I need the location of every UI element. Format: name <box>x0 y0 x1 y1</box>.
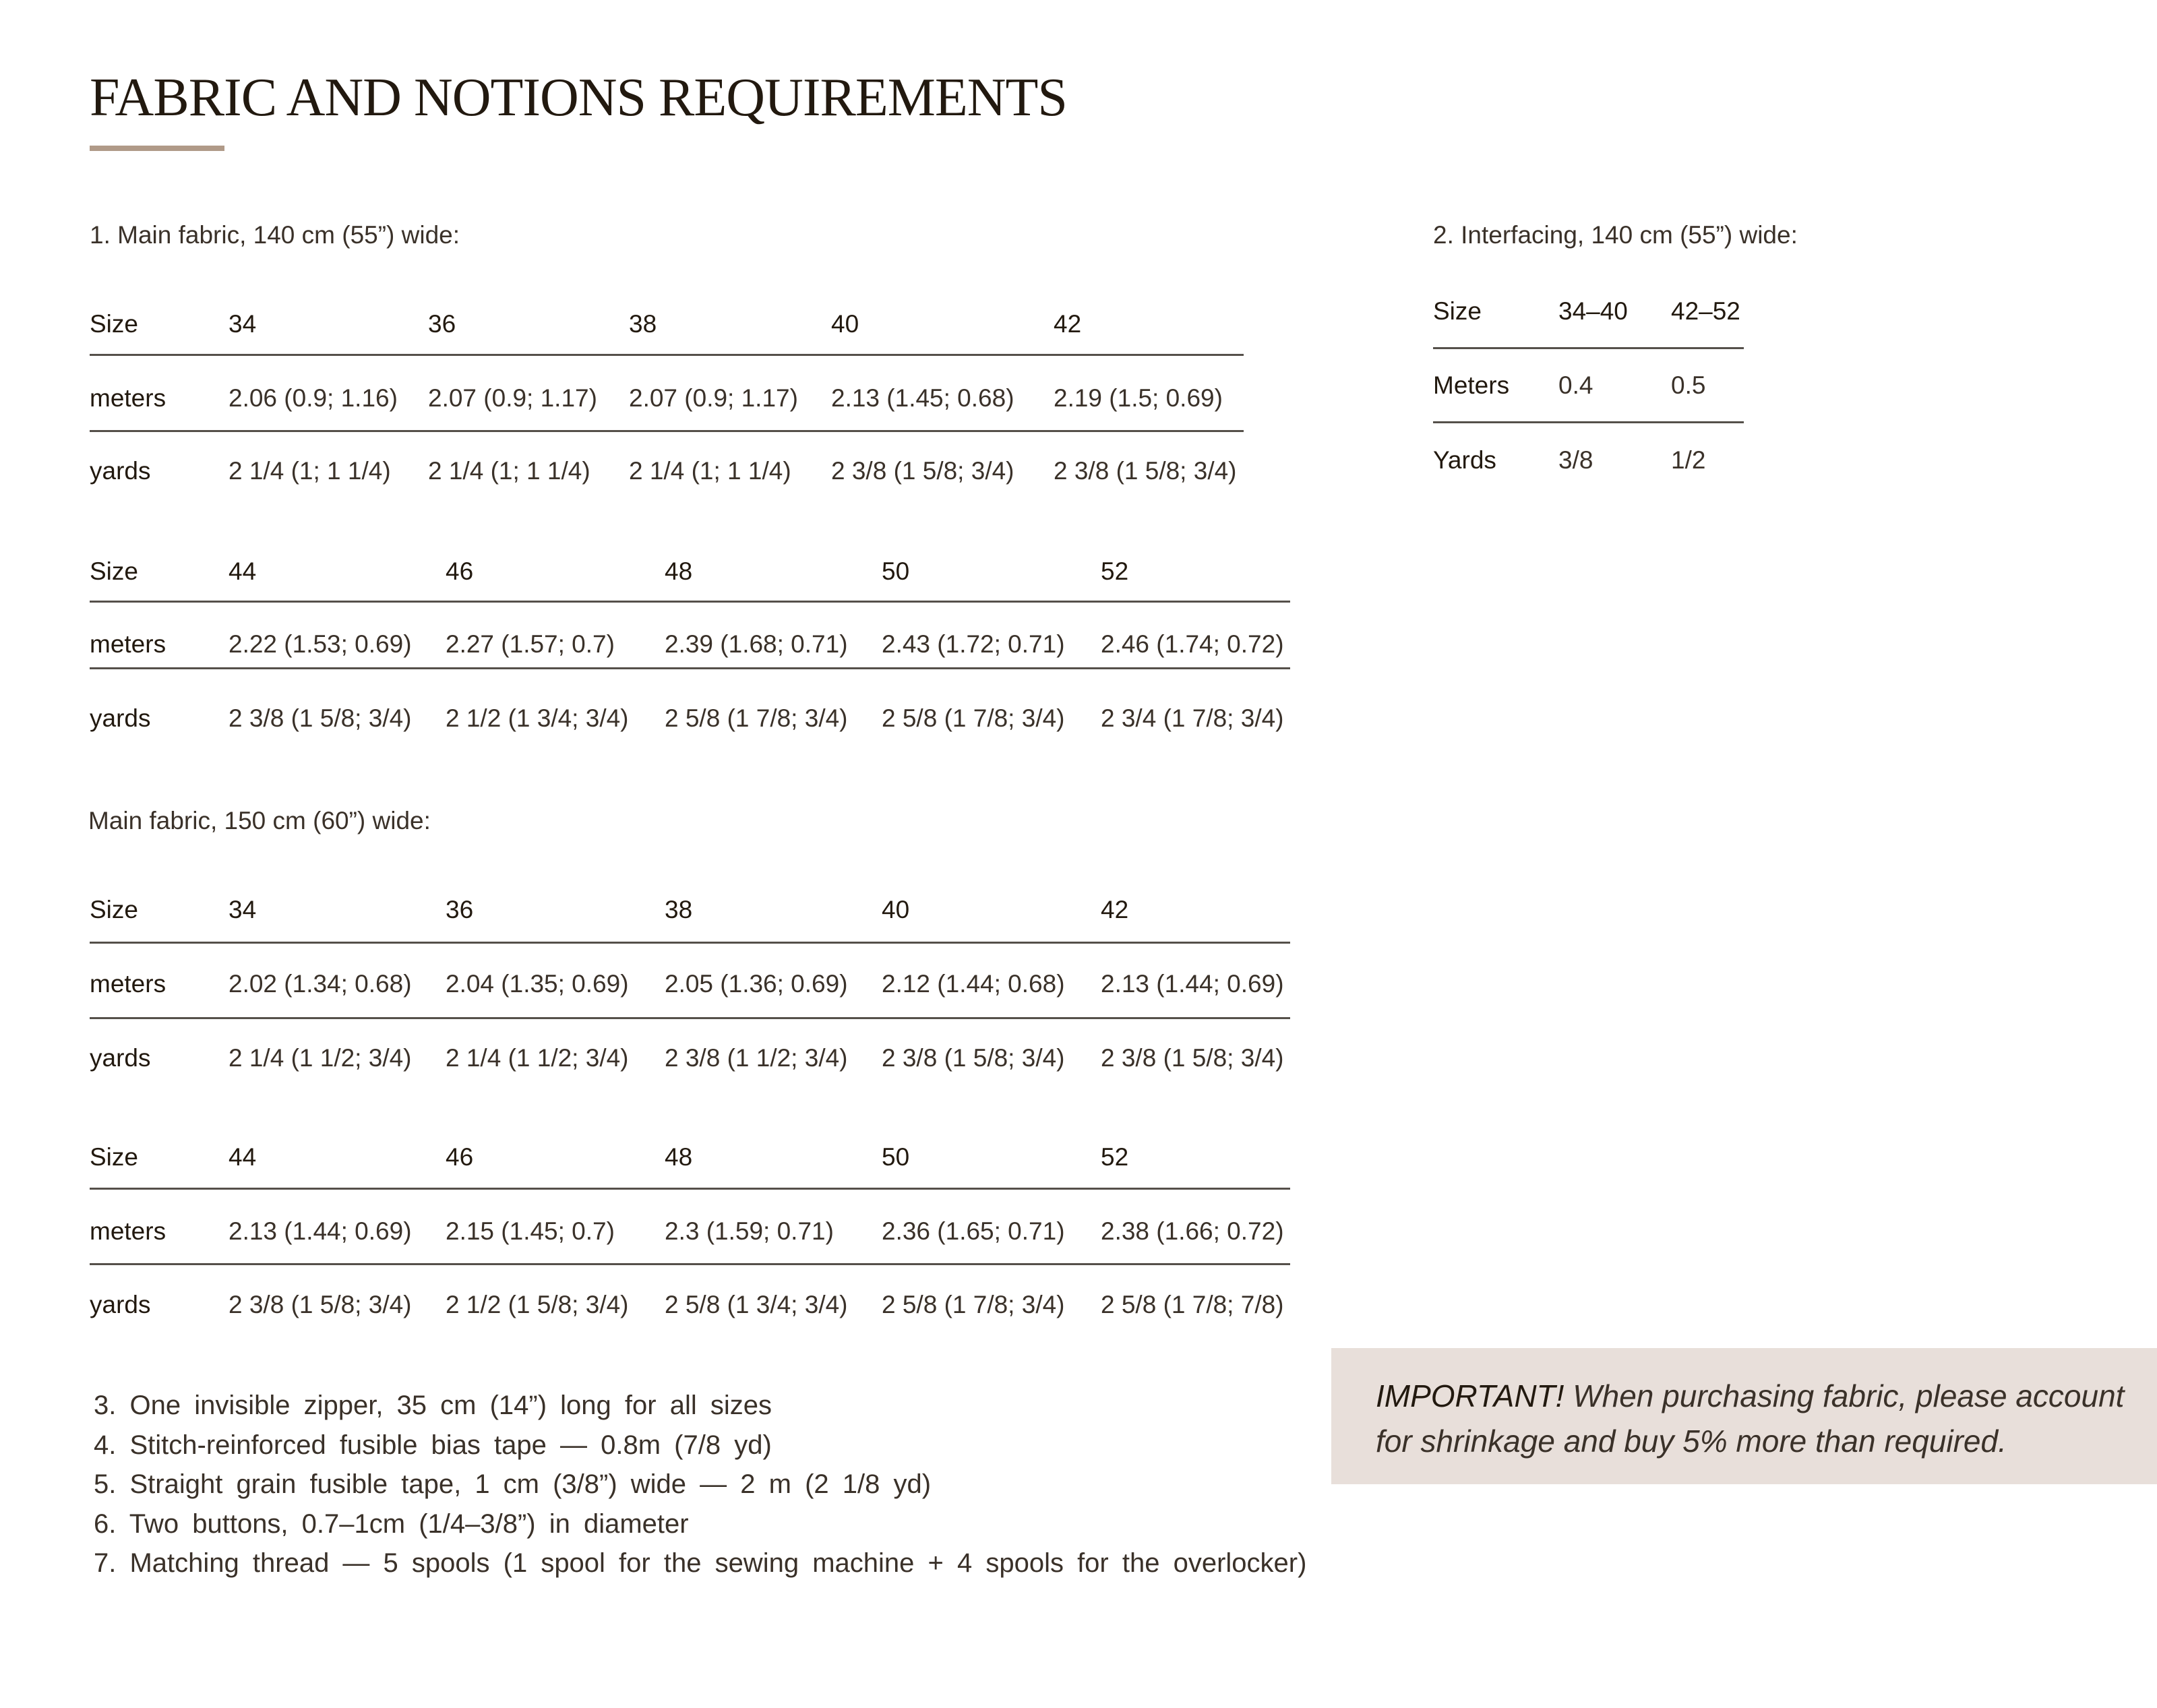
size-header: 46 <box>446 1143 474 1171</box>
row-header: yards <box>90 457 151 485</box>
table-cell: 2.13 (1.44; 0.69) <box>1101 970 1284 998</box>
size-header: 36 <box>428 310 456 338</box>
yards-row <box>90 704 1290 745</box>
table-cell: 2.39 (1.68; 0.71) <box>665 630 848 658</box>
table-cell: 2.43 (1.72; 0.71) <box>882 630 1065 658</box>
notion-item: 5. Straight grain fusible tape, 1 cm (3/8”) wide — 2 m (2 1/8 yd) <box>94 1469 932 1499</box>
table-cell: 0.5 <box>1671 371 1706 399</box>
size-header: 34 <box>229 896 257 923</box>
table-cell: 2.07 (0.9; 1.17) <box>629 384 798 412</box>
table-cell: 2 5/8 (1 3/4; 3/4) <box>665 1291 848 1318</box>
row-divider <box>90 1188 1290 1190</box>
size-header: 50 <box>882 1143 910 1171</box>
size-header: 42–52 <box>1671 297 1740 325</box>
table-cell: 0.4 <box>1558 371 1593 399</box>
table-cell: 2.38 (1.66; 0.72) <box>1101 1217 1284 1245</box>
table-cell: 2 3/4 (1 7/8; 3/4) <box>1101 704 1284 732</box>
table-cell: 2 1/4 (1 1/2; 3/4) <box>446 1044 629 1072</box>
row-header: meters <box>90 630 166 658</box>
table-cell: 2.19 (1.5; 0.69) <box>1054 384 1223 412</box>
row-header: Meters <box>1433 371 1510 399</box>
page-title: FABRIC AND NOTIONS REQUIREMENTS <box>90 68 1067 127</box>
row-header: Size <box>1433 297 1482 325</box>
row-header: yards <box>90 1044 151 1072</box>
size-header: 34–40 <box>1558 297 1628 325</box>
table-cell: 2 3/8 (1 5/8; 3/4) <box>1101 1044 1284 1072</box>
main-fabric-140-label: 1. Main fabric, 140 cm (55”) wide: <box>90 221 460 249</box>
table-cell: 2.12 (1.44; 0.68) <box>882 970 1065 998</box>
table-cell: 2.02 (1.34; 0.68) <box>229 970 412 998</box>
size-header: 48 <box>665 557 693 585</box>
table-cell: 2 1/4 (1; 1 1/4) <box>629 457 791 485</box>
size-header: 52 <box>1101 1143 1129 1171</box>
row-header: meters <box>90 1217 166 1245</box>
size-header: 40 <box>831 310 859 338</box>
size-row <box>90 557 1290 598</box>
table-cell: 2.3 (1.59; 0.71) <box>665 1217 834 1245</box>
table-cell: 2 3/8 (1 5/8; 3/4) <box>882 1044 1065 1072</box>
table-cell: 1/2 <box>1671 446 1706 474</box>
table-cell: 2 3/8 (1 1/2; 3/4) <box>665 1044 848 1072</box>
table-cell: 2 1/2 (1 5/8; 3/4) <box>446 1291 629 1318</box>
notion-item: 6. Two buttons, 0.7–1cm (1/4–3/8”) in diameter <box>94 1508 689 1539</box>
table-cell: 2 1/2 (1 3/4; 3/4) <box>446 704 629 732</box>
size-header: 46 <box>446 557 474 585</box>
table-cell: 2.27 (1.57; 0.7) <box>446 630 615 658</box>
table-cell: 2.46 (1.74; 0.72) <box>1101 630 1284 658</box>
table-cell: 2 3/8 (1 5/8; 3/4) <box>1054 457 1237 485</box>
important-body: When purchasing fabric, please account for shrinkage and buy 5% more than required. <box>1376 1378 2125 1459</box>
row-header: yards <box>90 704 151 732</box>
table-cell: 2 1/4 (1; 1 1/4) <box>229 457 391 485</box>
table-cell: 2.15 (1.45; 0.7) <box>446 1217 615 1245</box>
yards-row <box>1433 446 1744 487</box>
title-underline-accent <box>90 146 224 151</box>
important-text <box>1376 1374 2144 1464</box>
row-divider <box>90 1263 1290 1265</box>
size-header: 42 <box>1101 896 1129 923</box>
interfacing-label: 2. Interfacing, 140 cm (55”) wide: <box>1433 221 1798 249</box>
table-cell: 2 5/8 (1 7/8; 7/8) <box>1101 1291 1284 1318</box>
row-divider <box>90 354 1244 356</box>
important-callout <box>1331 1348 2157 1484</box>
notion-item: 4. Stitch-reinforced fusible bias tape — 0.8m (7/8 yd) <box>94 1430 772 1460</box>
row-header: Size <box>90 896 138 923</box>
row-divider <box>90 1017 1290 1019</box>
size-row <box>1433 297 1744 338</box>
yards-row <box>90 1044 1290 1085</box>
table-cell: 2 1/4 (1; 1 1/4) <box>428 457 590 485</box>
row-header: meters <box>90 970 166 998</box>
row-header: Yards <box>1433 446 1496 474</box>
table-cell: 2.13 (1.44; 0.69) <box>229 1217 412 1245</box>
row-header: Size <box>90 1143 138 1171</box>
size-header: 38 <box>629 310 657 338</box>
size-row <box>90 310 1244 350</box>
important-lead: IMPORTANT! <box>1376 1378 1564 1413</box>
table-cell: 2 3/8 (1 5/8; 3/4) <box>229 1291 412 1318</box>
size-header: 40 <box>882 896 910 923</box>
table-cell: 2 1/4 (1 1/2; 3/4) <box>229 1044 412 1072</box>
row-divider <box>90 601 1290 603</box>
meters-row <box>90 970 1290 1010</box>
table-cell: 2 3/8 (1 5/8; 3/4) <box>831 457 1014 485</box>
table-cell: 2 5/8 (1 7/8; 3/4) <box>665 704 848 732</box>
main-fabric-150-label: Main fabric, 150 cm (60”) wide: <box>88 807 431 834</box>
size-header: 44 <box>229 557 257 585</box>
row-header: meters <box>90 384 166 412</box>
row-divider <box>90 942 1290 944</box>
table-cell: 2.36 (1.65; 0.71) <box>882 1217 1065 1245</box>
size-header: 52 <box>1101 557 1129 585</box>
size-header: 44 <box>229 1143 257 1171</box>
size-header: 48 <box>665 1143 693 1171</box>
yards-row <box>90 457 1244 497</box>
size-header: 50 <box>882 557 910 585</box>
table-cell: 2.07 (0.9; 1.17) <box>428 384 597 412</box>
table-cell: 2.22 (1.53; 0.69) <box>229 630 412 658</box>
meters-row <box>90 384 1244 425</box>
table-cell: 2 5/8 (1 7/8; 3/4) <box>882 1291 1065 1318</box>
row-header: yards <box>90 1291 151 1318</box>
meters-row <box>90 1217 1290 1258</box>
size-header: 42 <box>1054 310 1082 338</box>
size-row <box>90 1143 1290 1184</box>
row-divider <box>1433 421 1744 423</box>
size-header: 34 <box>229 310 257 338</box>
row-header: Size <box>90 557 138 585</box>
row-header: Size <box>90 310 138 338</box>
table-cell: 2.04 (1.35; 0.69) <box>446 970 629 998</box>
table-cell: 2.06 (0.9; 1.16) <box>229 384 398 412</box>
meters-row <box>90 630 1290 671</box>
table-cell: 2 5/8 (1 7/8; 3/4) <box>882 704 1065 732</box>
table-cell: 3/8 <box>1558 446 1593 474</box>
row-divider <box>90 430 1244 432</box>
row-divider <box>90 667 1290 669</box>
table-cell: 2.13 (1.45; 0.68) <box>831 384 1014 412</box>
meters-row <box>1433 371 1744 412</box>
table-cell: 2 3/8 (1 5/8; 3/4) <box>229 704 412 732</box>
notions-list <box>94 1386 1306 1583</box>
row-divider <box>1433 347 1744 349</box>
yards-row <box>90 1291 1290 1331</box>
size-row <box>90 896 1290 936</box>
notion-item: 7. Matching thread — 5 spools (1 spool for the sewing machine + 4 spools for the overlocker) <box>94 1548 1307 1578</box>
size-header: 36 <box>446 896 474 923</box>
size-header: 38 <box>665 896 693 923</box>
notion-item: 3. One invisible zipper, 35 cm (14”) long for all sizes <box>94 1391 772 1420</box>
table-cell: 2.05 (1.36; 0.69) <box>665 970 848 998</box>
